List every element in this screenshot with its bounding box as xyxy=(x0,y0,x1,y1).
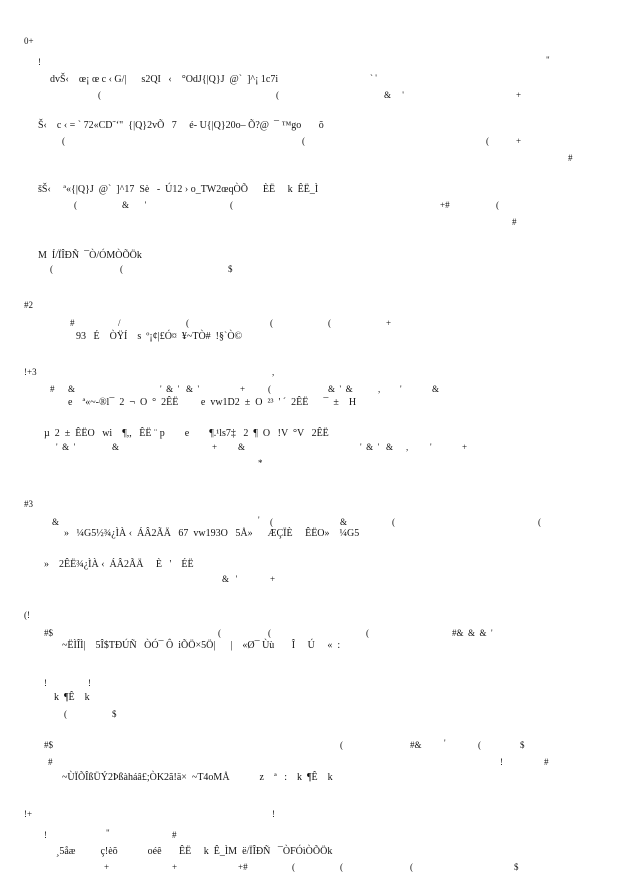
text-line: ' xyxy=(430,442,432,452)
text-line: # xyxy=(48,757,53,767)
text-line: + xyxy=(270,574,276,584)
text-line: $ xyxy=(514,862,519,872)
text-line: šŠ‹ ª«{|Q}J @` ]^17 Sè - Ú12 › o_TW2œqÒÕ ÈË k ÊË_Ì xyxy=(38,184,319,195)
text-line: ' xyxy=(400,384,402,394)
text-line: ! xyxy=(44,678,47,688)
text-line: ( xyxy=(64,709,67,719)
text-line: & ' xyxy=(384,90,404,100)
text-line: & xyxy=(238,442,246,452)
text-line: ( xyxy=(366,628,369,638)
text-line: + xyxy=(386,318,392,328)
text-line: , xyxy=(272,367,275,377)
text-line: ( xyxy=(276,90,279,100)
text-line: ( xyxy=(328,318,331,328)
text-line: ( xyxy=(98,90,101,100)
text-line: M Í/ÏÎÐÑ ¯Ò/ÓMÒÕÖk xyxy=(38,250,142,261)
text-line: ' & ' xyxy=(56,442,76,452)
text-line: ' & ' & ' xyxy=(160,384,200,394)
text-line: ' & ' & xyxy=(360,442,393,452)
text-line: ( xyxy=(302,136,305,146)
text-line: ( xyxy=(270,318,273,328)
text-line: ! xyxy=(272,809,275,819)
text-line: # xyxy=(70,318,75,328)
text-line: ( xyxy=(340,862,343,872)
text-line: ' xyxy=(444,738,446,748)
text-line: » ¼G5½¾¿ÌÀ ‹ ÁÂ2ÃÄ 67 vw193O 5Å» ÆÇÏÈ ÊËO» ¼G5 xyxy=(64,528,360,539)
text-line: $ xyxy=(112,709,117,719)
text-line: ~ËÌÎÌ| 5Î$TÐÚÑ ÒÓ¯ Ô iÕÖ×5Ö| | «Ø¯ Ùù Î Ú « : xyxy=(62,640,341,651)
text-line: 0+ xyxy=(24,36,34,46)
text-line: (! xyxy=(24,610,30,620)
text-line: & ' xyxy=(222,574,238,584)
text-line: ! xyxy=(38,57,41,67)
text-line: Š‹ c ‹ = ` 72«CD˜‘" {|Q}2vÕ 7 é- U{|Q}20o– Õ?@ ¯ ™go õ xyxy=(38,120,324,131)
text-line: & xyxy=(52,517,60,527)
text-line: ( xyxy=(292,862,295,872)
text-line: $ xyxy=(520,740,525,750)
text-line: +# xyxy=(238,862,248,872)
text-line: + xyxy=(212,442,218,452)
text-line: , xyxy=(378,384,381,394)
text-line: ( xyxy=(268,628,271,638)
text-line: ! xyxy=(500,757,503,767)
text-line: + xyxy=(172,862,178,872)
text-line: #$ xyxy=(44,740,53,750)
text-line: ( xyxy=(410,862,413,872)
text-line: !+3 xyxy=(24,367,37,377)
text-line: # xyxy=(512,217,517,227)
text-line: » 2ÊË¾¿ÌÀ ‹ ÁÂ2ÃÄ È ' ÉË xyxy=(44,559,194,570)
text-line: / xyxy=(118,318,121,328)
text-line: !+ xyxy=(24,809,33,819)
text-line: dvŠ‹ œ¡ œ c ‹ G/| s2QI ‹ °OdJ{|Q}J @` ]^¡ 1c7i xyxy=(50,74,279,85)
text-line: & xyxy=(340,517,348,527)
text-line: ' xyxy=(258,515,260,525)
text-line: + xyxy=(516,90,522,100)
text-line: + xyxy=(462,442,468,452)
text-line: & ' & xyxy=(328,384,353,394)
text-line: $ xyxy=(228,264,233,274)
text-line: ! xyxy=(44,830,47,840)
text-line: # & xyxy=(50,384,76,394)
text-line: ( xyxy=(268,384,271,394)
text-line: ( xyxy=(392,517,395,527)
text-line: ( xyxy=(230,200,233,210)
text-line: # xyxy=(568,153,573,163)
text-line: & xyxy=(112,442,120,452)
text-line: 93 É ÒŸÍ s º¡¢|£Ó¤ ¥~TÒ# !§`Ò© xyxy=(76,331,243,342)
text-line: k ¶Ê k xyxy=(54,692,90,703)
text-line: ( xyxy=(186,318,189,328)
text-line: ( + xyxy=(486,136,522,146)
text-line: ! xyxy=(88,678,91,688)
text-line: & xyxy=(432,384,440,394)
text-line: #3 xyxy=(24,499,33,509)
text-line: ( xyxy=(50,264,53,274)
text-line: + xyxy=(240,384,246,394)
text-line: ( & ' xyxy=(74,200,147,210)
text-line: ( xyxy=(340,740,343,750)
text-line: +# xyxy=(440,200,450,210)
text-line: * xyxy=(258,458,263,468)
text-line: #$ xyxy=(44,628,53,638)
text-line: ( xyxy=(218,628,221,638)
text-line: ( xyxy=(62,136,65,146)
text-line: #2 xyxy=(24,300,33,310)
text-line: ( xyxy=(538,517,541,527)
text-line: #& & & ' xyxy=(452,628,493,638)
text-line: ( xyxy=(478,740,481,750)
text-line: #& xyxy=(410,740,422,750)
text-line: + xyxy=(104,862,110,872)
text-line: e ª«~-®l¯ 2 ¬ O ° 2ÊË e vw1D2 ± O ²³ ' ´ 2ÊË ¯ ± H xyxy=(68,397,357,408)
text-line: # xyxy=(172,830,177,840)
text-line: ( xyxy=(270,517,273,527)
text-line: ( xyxy=(120,264,123,274)
text-line: " xyxy=(546,55,550,65)
text-line: , xyxy=(406,442,409,452)
text-line: " xyxy=(106,828,110,838)
text-line: µ 2 ± ÊËO wi ¶,, ÊË ¨ p e ¶.¹ls7‡ 2 ¶ O !V °V 2ÊË xyxy=(44,428,329,439)
text-line: ¸5åæ ç!èõ oéê ÊË k Ê_ÌM ë/ÏÎÐÑ ¯ÒFÓìÒÕÖk xyxy=(56,846,333,857)
text-line: # xyxy=(544,757,549,767)
text-line: ` ' xyxy=(370,73,377,83)
text-line: ( xyxy=(496,200,499,210)
text-line: ~ÙÏÕÎßÜÝ2Þßàháâ£;ÒK2ã!ä× ~T4oMÅ z ª : k ¶Ê k xyxy=(62,772,333,783)
